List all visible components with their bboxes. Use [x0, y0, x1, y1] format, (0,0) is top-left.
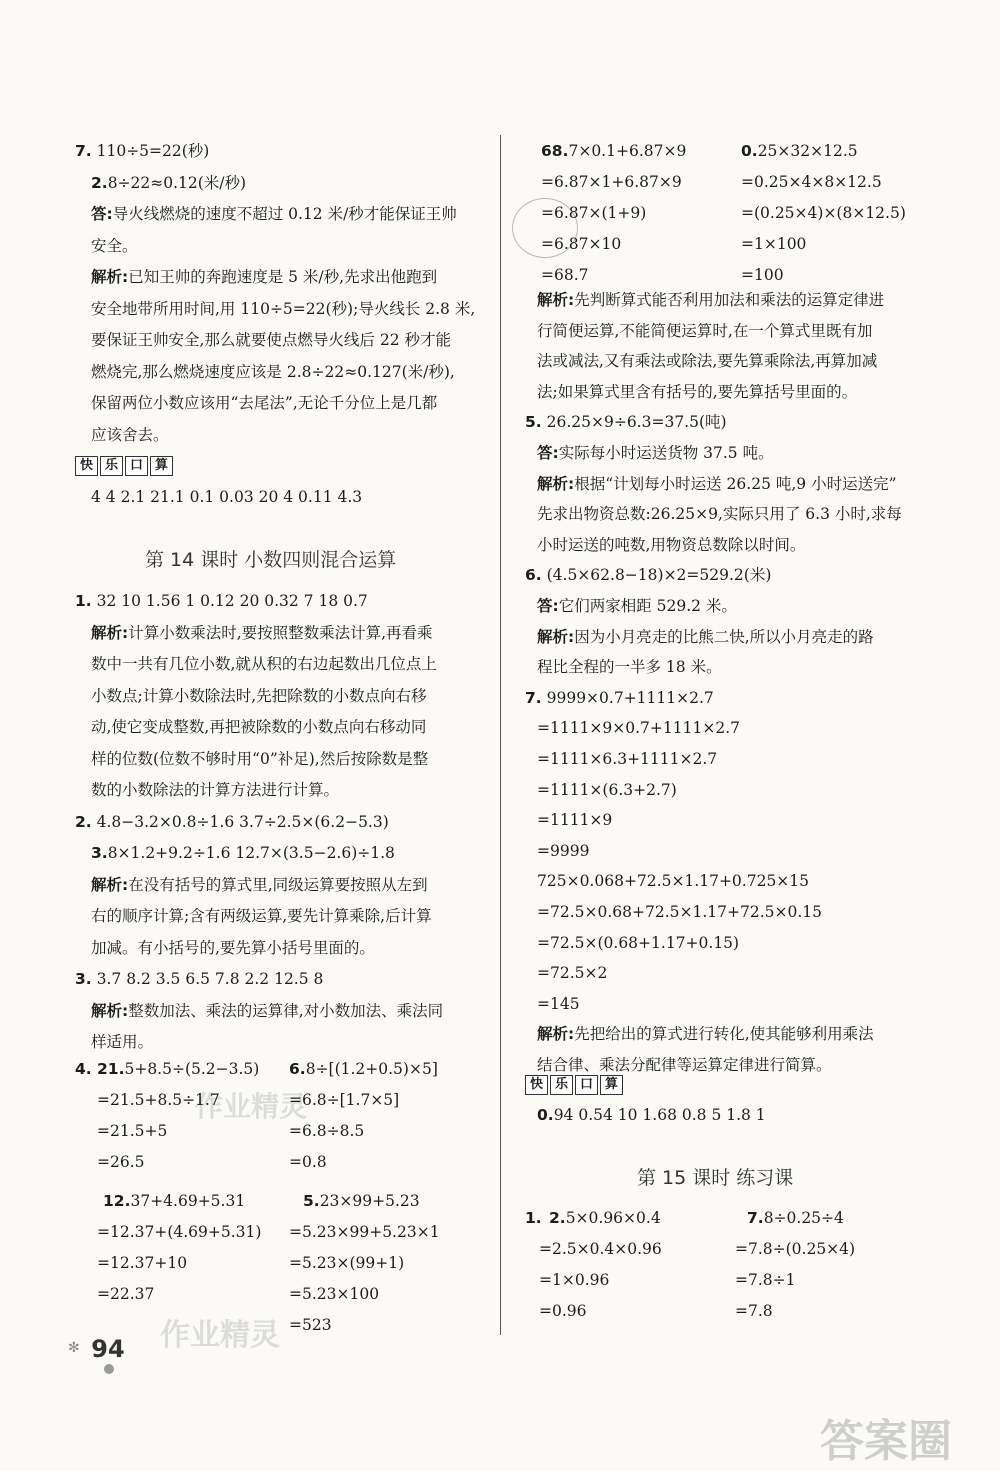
kuaile-char: 快 — [525, 1075, 548, 1095]
calc-step: 2.5×0.96×0.4 — [549, 1209, 661, 1227]
kousuan-answers: 4 4 2.1 21.1 0.1 0.03 20 4 0.11 4.3 — [91, 488, 363, 506]
calc-step: =21.5+8.5÷1.7 — [97, 1091, 220, 1109]
watermark: 作业精灵 — [195, 1090, 308, 1123]
text-line: 安全。 — [91, 236, 138, 255]
calc-step: 5.23×99+5.23 — [303, 1192, 420, 1210]
watermark-logo: 答案圈 — [820, 1416, 952, 1467]
text-line: 答:它们两家相距 529.2 米。 — [537, 597, 737, 615]
kuaile-char: 乐 — [550, 1075, 573, 1095]
calc-step: =5.23×100 — [289, 1285, 380, 1303]
calc-step: =22.37 — [97, 1285, 155, 1303]
kousuan-answers: 0.94 0.54 10 1.68 0.8 5 1.8 1 — [537, 1106, 766, 1124]
calc-step: 21.5+8.5÷(5.2−3.5) — [97, 1060, 260, 1078]
text-line: 保留两位小数应该用“去尾法”,无论千分位上是几都 — [91, 394, 438, 412]
text-line: 要保证王帅安全,那么就要使点燃导火线后 22 秒才能 — [91, 331, 452, 349]
calc-step: =6.87×1+6.87×9 — [541, 173, 682, 191]
text-line: 加减。有小括号的,要先算小括号里面的。 — [91, 938, 375, 957]
calc-step: =2.5×0.4×0.96 — [539, 1240, 662, 1258]
text-line: =72.5×(0.68+1.17+0.15) — [537, 933, 740, 952]
kuaile-char: 快 — [75, 456, 98, 476]
calc-step: =1×100 — [741, 235, 807, 253]
text-line: =1111×9×0.7+1111×2.7 — [537, 719, 740, 738]
calc-step: =6.8÷8.5 — [289, 1122, 365, 1140]
text-line: 1. 32 10 1.56 1 0.12 20 0.32 7 18 0.7 — [75, 592, 368, 610]
calc-step: =1×0.96 — [539, 1271, 610, 1289]
kuaile-char: 口 — [575, 1075, 598, 1095]
text-line: 动,使它变成整数,再把被除数的小数点向右移动同 — [91, 718, 427, 736]
text-line: 样适用。 — [91, 1033, 154, 1051]
text-line: 先求出物资总数:26.25×9,实际只用了 6.3 小时,求每 — [537, 505, 902, 524]
text-line: 解析:因为小月亮走的比熊二快,所以小月亮走的路 — [537, 627, 874, 646]
question-number: 4. — [75, 1060, 92, 1078]
text-line: 5. 26.25×9÷6.3=37.5(吨) — [525, 413, 727, 432]
calc-step: =68.7 — [541, 266, 589, 284]
calc-step: =523 — [289, 1316, 332, 1334]
text-line: 2.8÷22≈0.12(米/秒) — [91, 173, 247, 192]
text-line: =72.5×2 — [537, 964, 608, 983]
text-line: 燃烧完,那么燃烧速度应该是 2.8÷22≈0.127(米/秒), — [91, 362, 455, 381]
calc-step: =5.23×(99+1) — [289, 1254, 405, 1272]
kuaile-kousuan-label — [75, 456, 173, 476]
watermark: 作业精灵 — [160, 1318, 280, 1353]
calc-step: =6.87×(1+9) — [541, 204, 647, 222]
lesson-title: 第 14 课时 小数四则混合运算 — [145, 549, 397, 571]
calc-step: =12.37+10 — [97, 1254, 188, 1272]
calc-step: =7.8÷(0.25×4) — [735, 1240, 856, 1258]
page-dot-icon — [104, 1364, 114, 1374]
text-line: =1111×6.3+1111×2.7 — [537, 750, 718, 768]
calc-step: 6.8÷[(1.2+0.5)×5] — [289, 1060, 438, 1078]
calc-step: =7.8÷1 — [735, 1271, 796, 1289]
calc-step: =5.23×99+5.23×1 — [289, 1223, 440, 1241]
text-line: =1111×9 — [537, 811, 613, 830]
calc-step: =6.87×10 — [541, 235, 622, 253]
text-line: 右的顺序计算;含有两级运算,要先计算乘除,后计算 — [91, 907, 432, 925]
text-line: =72.5×0.68+72.5×1.17+72.5×0.15 — [537, 903, 822, 921]
text-line: =1111×(6.3+2.7) — [537, 780, 677, 799]
text-line: 结合律、乘法分配律等运算定律进行简算。 — [537, 1056, 832, 1074]
text-line: 2. 4.8−3.2×0.8÷1.6 3.7÷2.5×(6.2−5.3) — [75, 812, 389, 831]
kuaile-kousuan-label — [525, 1075, 623, 1095]
text-line: 小数点;计算小数除法时,先把除数的小数点向右移 — [91, 686, 427, 705]
text-line: 数中一共有几位小数,就从积的右边起数出几位点上 — [91, 655, 437, 673]
star-icon: ✻ — [68, 1340, 80, 1356]
text-line: 解析:整数加法、乘法的运算律,对小数加法、乘法同 — [91, 1001, 444, 1020]
kuaile-char: 乐 — [100, 456, 123, 476]
calc-step: =6.8÷[1.7×5] — [289, 1091, 400, 1109]
text-line: 解析:先判断算式能否利用加法和乘法的运算定律进 — [537, 291, 885, 309]
text-line: 法;如果算式里含有括号的,要先算括号里面的。 — [537, 382, 858, 401]
calc-step: =100 — [741, 266, 784, 284]
page-number: 94 — [91, 1335, 125, 1363]
text-line: 程比全程的一半多 18 米。 — [537, 658, 722, 677]
calc-step: 7.8÷0.25÷4 — [747, 1209, 844, 1227]
text-line: =145 — [537, 994, 580, 1013]
calc-step: =(0.25×4)×(8×12.5) — [741, 204, 906, 222]
text-line: =9999 — [537, 841, 590, 860]
text-line: 解析:计算小数乘法时,要按照整数乘法计算,再看乘 — [91, 623, 433, 642]
kuaile-char: 算 — [150, 456, 173, 476]
calc-step: =0.8 — [289, 1153, 327, 1171]
text-line: 安全地带所用时间,用 110÷5=22(秒);导火线长 2.8 米, — [91, 299, 476, 318]
kuaile-char: 口 — [125, 456, 148, 476]
text-line: 小时运送的吨数,用物资总数除以时间。 — [537, 535, 806, 554]
text-line: 数的小数除法的计算方法进行计算。 — [91, 781, 340, 799]
lesson-title: 第 15 课时 练习课 — [637, 1167, 794, 1189]
column-divider — [500, 135, 501, 1335]
text-line: 3. 3.7 8.2 3.5 6.5 7.8 2.2 12.5 8 — [75, 970, 324, 988]
calc-step: =0.25×4×8×12.5 — [741, 173, 882, 191]
text-line: 6. (4.5×62.8−18)×2=529.2(米) — [525, 566, 772, 585]
question-number: 1. — [525, 1209, 542, 1227]
calc-step: =0.96 — [539, 1302, 587, 1320]
calc-step: =26.5 — [97, 1153, 145, 1171]
text-line: 7. 110÷5=22(秒) — [75, 142, 210, 160]
text-line: 解析:已知王帅的奔跑速度是 5 米/秒,先求出他跑到 — [91, 268, 438, 286]
text-line: 解析:在没有括号的算式里,同级运算要按照从左到 — [91, 875, 428, 894]
kuaile-char: 算 — [600, 1075, 623, 1095]
text-line: 答:导火线燃烧的速度不超过 0.12 米/秒才能保证王帅 — [91, 205, 457, 223]
text-line: 应该舍去。 — [91, 425, 169, 444]
text-line: 解析:先把给出的算式进行转化,使其能够利用乘法 — [537, 1025, 874, 1044]
calc-step: =12.37+(4.69+5.31) — [97, 1223, 262, 1241]
text-line: 725×0.068+72.5×1.17+0.725×15 — [537, 872, 810, 891]
calc-step: =7.8 — [735, 1302, 773, 1320]
calc-step: 0.25×32×12.5 — [741, 142, 858, 160]
text-line: 7. 9999×0.7+1111×2.7 — [525, 688, 714, 707]
text-line: 解析:根据“计划每小时运送 26.25 吨,9 小时运送完” — [537, 474, 897, 493]
text-line: 行简便运算,不能简便运算时,在一个算式里既有加 — [537, 321, 873, 340]
text-line: 样的位数(位数不够时用“0”补足),然后按除数是整 — [91, 749, 429, 768]
text-line: 法或减法,又有乘法或除法,要先算乘除法,再算加减 — [537, 352, 878, 371]
calc-step: 68.7×0.1+6.87×9 — [541, 142, 687, 160]
calc-step: 12.37+4.69+5.31 — [103, 1192, 246, 1210]
text-line: 3.8×1.2+9.2÷1.6 12.7×(3.5−2.6)÷1.8 — [91, 844, 395, 862]
calc-step: =21.5+5 — [97, 1122, 168, 1140]
text-line: 答:实际每小时运送货物 37.5 吨。 — [537, 444, 774, 462]
